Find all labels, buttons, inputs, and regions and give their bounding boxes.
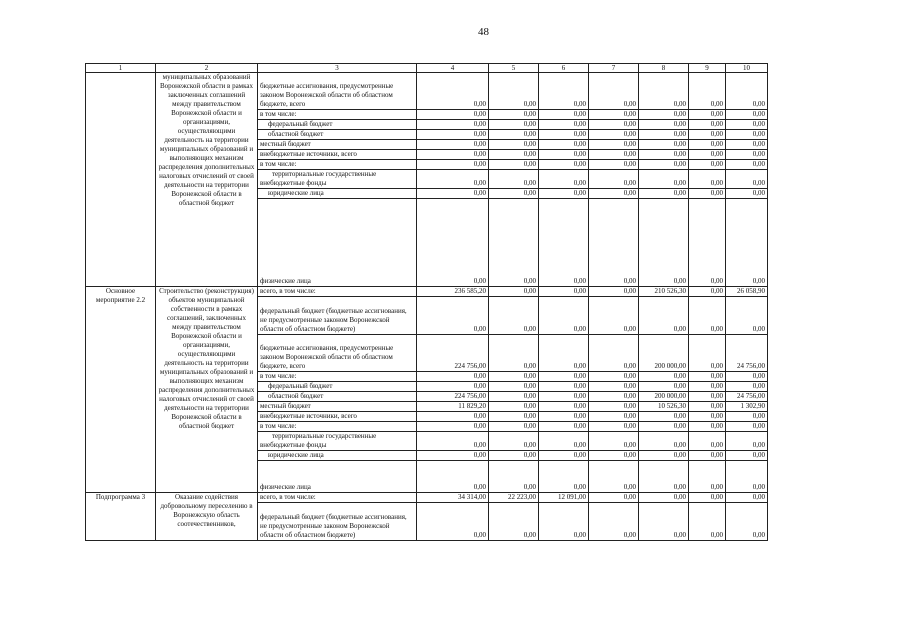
amount-cell: 0,00 [417,432,489,451]
funding-source-cell: бюджетные ассигнования, предусмотренные законом Воронежской области об областном бюджете, всего [258,73,417,110]
amount-cell: 0,00 [726,140,768,150]
amount-cell: 0,00 [489,189,539,199]
amount-cell: 0,00 [589,382,639,392]
amount-cell: 0,00 [689,73,726,110]
amount-cell: 0,00 [589,160,639,170]
amount-cell: 224 756,00 [417,335,489,372]
amount-cell: 0,00 [539,150,589,160]
amount-cell: 0,00 [589,287,639,297]
amount-cell: 0,00 [539,140,589,150]
amount-cell: 0,00 [726,120,768,130]
amount-cell: 0,00 [589,451,639,461]
amount-cell: 0,00 [639,372,689,382]
funding-source-cell: местный бюджет [258,402,417,412]
item-code-cell: Основное мероприятие 2.2 [86,287,156,493]
funding-source-cell: местный бюджет [258,140,417,150]
amount-cell: 0,00 [489,199,539,287]
amount-cell: 0,00 [589,392,639,402]
column-number-cell: 6 [539,64,589,73]
amount-cell: 0,00 [689,110,726,120]
amount-cell: 0,00 [726,130,768,140]
funding-source-cell: внебюджетные источники, всего [258,150,417,160]
funding-source-label: территориальные государственные внебюджетные фонды [260,432,377,449]
amount-cell: 0,00 [726,170,768,189]
amount-cell: 0,00 [539,335,589,372]
amount-cell: 11 829,20 [417,402,489,412]
amount-cell: 0,00 [639,432,689,451]
amount-cell: 0,00 [589,120,639,130]
amount-cell: 0,00 [639,461,689,493]
funding-source-cell: внебюджетные источники, всего [258,412,417,422]
amount-cell: 0,00 [539,461,589,493]
amount-cell: 0,00 [639,120,689,130]
amount-cell: 0,00 [726,160,768,170]
amount-cell: 0,00 [589,199,639,287]
amount-cell: 0,00 [726,493,768,503]
amount-cell: 34 314,00 [417,493,489,503]
amount-cell: 0,00 [489,503,539,541]
amount-cell: 200 000,00 [639,335,689,372]
amount-cell: 0,00 [539,73,589,110]
amount-cell: 0,00 [726,451,768,461]
amount-cell: 0,00 [539,432,589,451]
amount-cell: 0,00 [689,297,726,335]
amount-cell: 0,00 [589,170,639,189]
funding-source-cell: в том числе: [258,110,417,120]
column-number-cell: 9 [689,64,726,73]
column-number-cell: 10 [726,64,768,73]
amount-cell: 0,00 [726,189,768,199]
amount-cell: 0,00 [539,170,589,189]
amount-cell: 0,00 [589,503,639,541]
amount-cell: 0,00 [489,120,539,130]
amount-cell: 0,00 [639,160,689,170]
amount-cell: 0,00 [639,170,689,189]
column-number-cell: 4 [417,64,489,73]
amount-cell: 0,00 [417,120,489,130]
item-name-cell: муниципальных образований Воронежской области в рамках заключенных соглашений между правительством Воронежской области и организациями, осуществляющими деятельность на территории муниципальных образований и выполняющих механизм распределения дополнительных налоговых отчислений от своей деятельности на территории Воронежской области в областной бюджет [156,73,258,287]
funding-source-cell: в том числе: [258,422,417,432]
amount-cell: 200 000,00 [639,392,689,402]
amount-cell: 0,00 [726,372,768,382]
amount-cell: 0,00 [726,461,768,493]
amount-cell: 0,00 [689,287,726,297]
amount-cell: 0,00 [417,372,489,382]
column-number-cell: 8 [639,64,689,73]
amount-cell: 1 302,90 [726,402,768,412]
amount-cell: 0,00 [639,382,689,392]
amount-cell: 0,00 [639,412,689,422]
amount-cell: 0,00 [539,189,589,199]
item-code-cell: Подпрограмма 3 [86,493,156,541]
amount-cell: 0,00 [726,382,768,392]
amount-cell: 0,00 [417,382,489,392]
amount-cell: 0,00 [417,130,489,140]
amount-cell: 0,00 [639,130,689,140]
column-number-cell: 5 [489,64,539,73]
amount-cell: 0,00 [589,422,639,432]
funding-source-cell: федеральный бюджет [258,382,417,392]
amount-cell: 0,00 [539,297,589,335]
amount-cell: 0,00 [726,297,768,335]
amount-cell: 0,00 [689,160,726,170]
amount-cell: 0,00 [489,110,539,120]
amount-cell: 0,00 [539,402,589,412]
funding-source-label: территориальные государственные внебюджетные фонды [260,170,377,187]
amount-cell: 0,00 [539,287,589,297]
amount-cell: 22 223,00 [489,493,539,503]
amount-cell: 0,00 [726,110,768,120]
amount-cell: 0,00 [417,199,489,287]
column-number-row [86,64,768,73]
funding-source-cell: в том числе: [258,160,417,170]
funding-source-cell: физические лица [258,461,417,493]
funding-source-cell: федеральный бюджет (бюджетные ассигнования, не предусмотренные законом Воронежской области об областном бюджете) [258,503,417,541]
amount-cell: 0,00 [417,189,489,199]
amount-cell: 0,00 [639,493,689,503]
amount-cell: 0,00 [639,297,689,335]
amount-cell: 0,00 [689,461,726,493]
amount-cell: 26 058,90 [726,287,768,297]
amount-cell: 0,00 [589,372,639,382]
amount-cell: 0,00 [489,451,539,461]
amount-cell: 0,00 [417,160,489,170]
amount-cell: 0,00 [539,120,589,130]
item-name-cell: Оказание содействия добровольному переселению в Воронежскую область соотечественников, [156,493,258,541]
amount-cell: 236 585,20 [417,287,489,297]
amount-cell: 0,00 [639,110,689,120]
table-row [86,287,768,297]
funding-source-cell: федеральный бюджет (бюджетные ассигнования, не предусмотренные законом Воронежской области об областном бюджете) [258,297,417,335]
amount-cell: 0,00 [417,150,489,160]
amount-cell: 10 526,30 [639,402,689,412]
amount-cell: 0,00 [689,120,726,130]
amount-cell: 0,00 [689,451,726,461]
column-number-cell: 7 [589,64,639,73]
amount-cell: 0,00 [639,73,689,110]
funding-source-cell: физические лица [258,199,417,287]
item-name-cell: Строительство (реконструкция) объектов муниципальной собственности в рамках соглашений, заключенных между правительством Воронежской области и организациями, осуществляющими деятельность на территории муниципальных образований и выполняющих механизм распределения дополнительных налоговых отчислений от своей деятельности на территории Воронежской области в областной бюджет [156,287,258,493]
amount-cell: 0,00 [589,461,639,493]
amount-cell: 0,00 [489,335,539,372]
amount-cell: 0,00 [489,392,539,402]
funding-source-cell [258,170,417,189]
amount-cell: 0,00 [539,451,589,461]
amount-cell: 0,00 [589,402,639,412]
amount-cell: 0,00 [726,199,768,287]
amount-cell: 12 091,00 [539,493,589,503]
amount-cell: 0,00 [539,392,589,402]
amount-cell: 0,00 [489,461,539,493]
amount-cell: 0,00 [417,170,489,189]
funding-source-cell: всего, в том числе: [258,287,417,297]
amount-cell: 224 756,00 [417,392,489,402]
amount-cell: 0,00 [639,140,689,150]
amount-cell: 0,00 [489,170,539,189]
amount-cell: 0,00 [689,140,726,150]
table-row [86,493,768,503]
amount-cell: 0,00 [489,297,539,335]
amount-cell: 0,00 [689,392,726,402]
amount-cell: 0,00 [589,110,639,120]
amount-cell: 0,00 [689,382,726,392]
amount-cell: 0,00 [417,503,489,541]
amount-cell: 0,00 [689,170,726,189]
amount-cell: 0,00 [417,110,489,120]
amount-cell: 0,00 [489,150,539,160]
funding-source-cell: федеральный бюджет [258,120,417,130]
funding-source-cell: в том числе: [258,372,417,382]
amount-cell: 0,00 [539,382,589,392]
amount-cell: 0,00 [417,73,489,110]
amount-cell: 0,00 [589,297,639,335]
funding-source-cell: областной бюджет [258,130,417,140]
amount-cell: 0,00 [726,73,768,110]
amount-cell: 0,00 [539,130,589,140]
amount-cell: 0,00 [689,150,726,160]
amount-cell: 0,00 [589,335,639,372]
amount-cell: 0,00 [489,432,539,451]
amount-cell: 0,00 [417,297,489,335]
amount-cell: 0,00 [589,493,639,503]
amount-cell: 0,00 [489,287,539,297]
amount-cell: 0,00 [589,150,639,160]
amount-cell: 0,00 [639,422,689,432]
amount-cell: 0,00 [589,432,639,451]
column-number-cell: 3 [258,64,417,73]
amount-cell: 0,00 [539,422,589,432]
funding-source-cell: областной бюджет [258,392,417,402]
amount-cell: 0,00 [539,503,589,541]
amount-cell: 0,00 [689,422,726,432]
amount-cell: 0,00 [689,335,726,372]
amount-cell: 0,00 [417,461,489,493]
funding-source-cell: юридические лица [258,189,417,199]
column-number-cell: 2 [156,64,258,73]
amount-cell: 0,00 [417,451,489,461]
amount-cell: 0,00 [639,451,689,461]
amount-cell: 0,00 [539,160,589,170]
budget-table [85,63,768,541]
amount-cell: 0,00 [689,189,726,199]
amount-cell: 0,00 [689,432,726,451]
amount-cell: 0,00 [589,140,639,150]
amount-cell: 0,00 [539,110,589,120]
amount-cell: 0,00 [639,150,689,160]
amount-cell: 0,00 [689,372,726,382]
amount-cell: 0,00 [726,150,768,160]
amount-cell: 0,00 [689,130,726,140]
funding-source-cell [258,432,417,451]
amount-cell: 0,00 [726,422,768,432]
amount-cell: 0,00 [417,422,489,432]
amount-cell: 0,00 [589,73,639,110]
amount-cell: 0,00 [726,412,768,422]
funding-source-cell: юридические лица [258,451,417,461]
amount-cell: 210 526,30 [639,287,689,297]
amount-cell: 0,00 [689,199,726,287]
funding-source-cell: всего, в том числе: [258,493,417,503]
amount-cell: 0,00 [589,130,639,140]
amount-cell: 0,00 [417,412,489,422]
amount-cell: 0,00 [489,160,539,170]
amount-cell: 0,00 [417,140,489,150]
funding-source-cell: бюджетные ассигнования, предусмотренные законом Воронежской области об областном бюджете, всего [258,335,417,372]
amount-cell: 0,00 [539,372,589,382]
amount-cell: 0,00 [689,503,726,541]
page-number: 48 [478,26,489,38]
amount-cell: 0,00 [489,422,539,432]
amount-cell: 0,00 [639,503,689,541]
item-code-cell [86,73,156,287]
amount-cell: 0,00 [589,189,639,199]
amount-cell: 0,00 [726,432,768,451]
amount-cell: 0,00 [539,412,589,422]
amount-cell: 0,00 [726,503,768,541]
amount-cell: 0,00 [539,199,589,287]
amount-cell: 0,00 [639,199,689,287]
amount-cell: 0,00 [489,372,539,382]
amount-cell: 0,00 [689,493,726,503]
amount-cell: 0,00 [639,189,689,199]
amount-cell: 0,00 [489,412,539,422]
amount-cell: 0,00 [489,130,539,140]
amount-cell: 24 756,00 [726,392,768,402]
amount-cell: 0,00 [689,402,726,412]
amount-cell: 0,00 [489,73,539,110]
amount-cell: 0,00 [689,412,726,422]
amount-cell: 0,00 [489,140,539,150]
amount-cell: 0,00 [489,402,539,412]
amount-cell: 24 756,00 [726,335,768,372]
column-number-cell: 1 [86,64,156,73]
amount-cell: 0,00 [489,382,539,392]
table-row [86,73,768,110]
amount-cell: 0,00 [589,412,639,422]
